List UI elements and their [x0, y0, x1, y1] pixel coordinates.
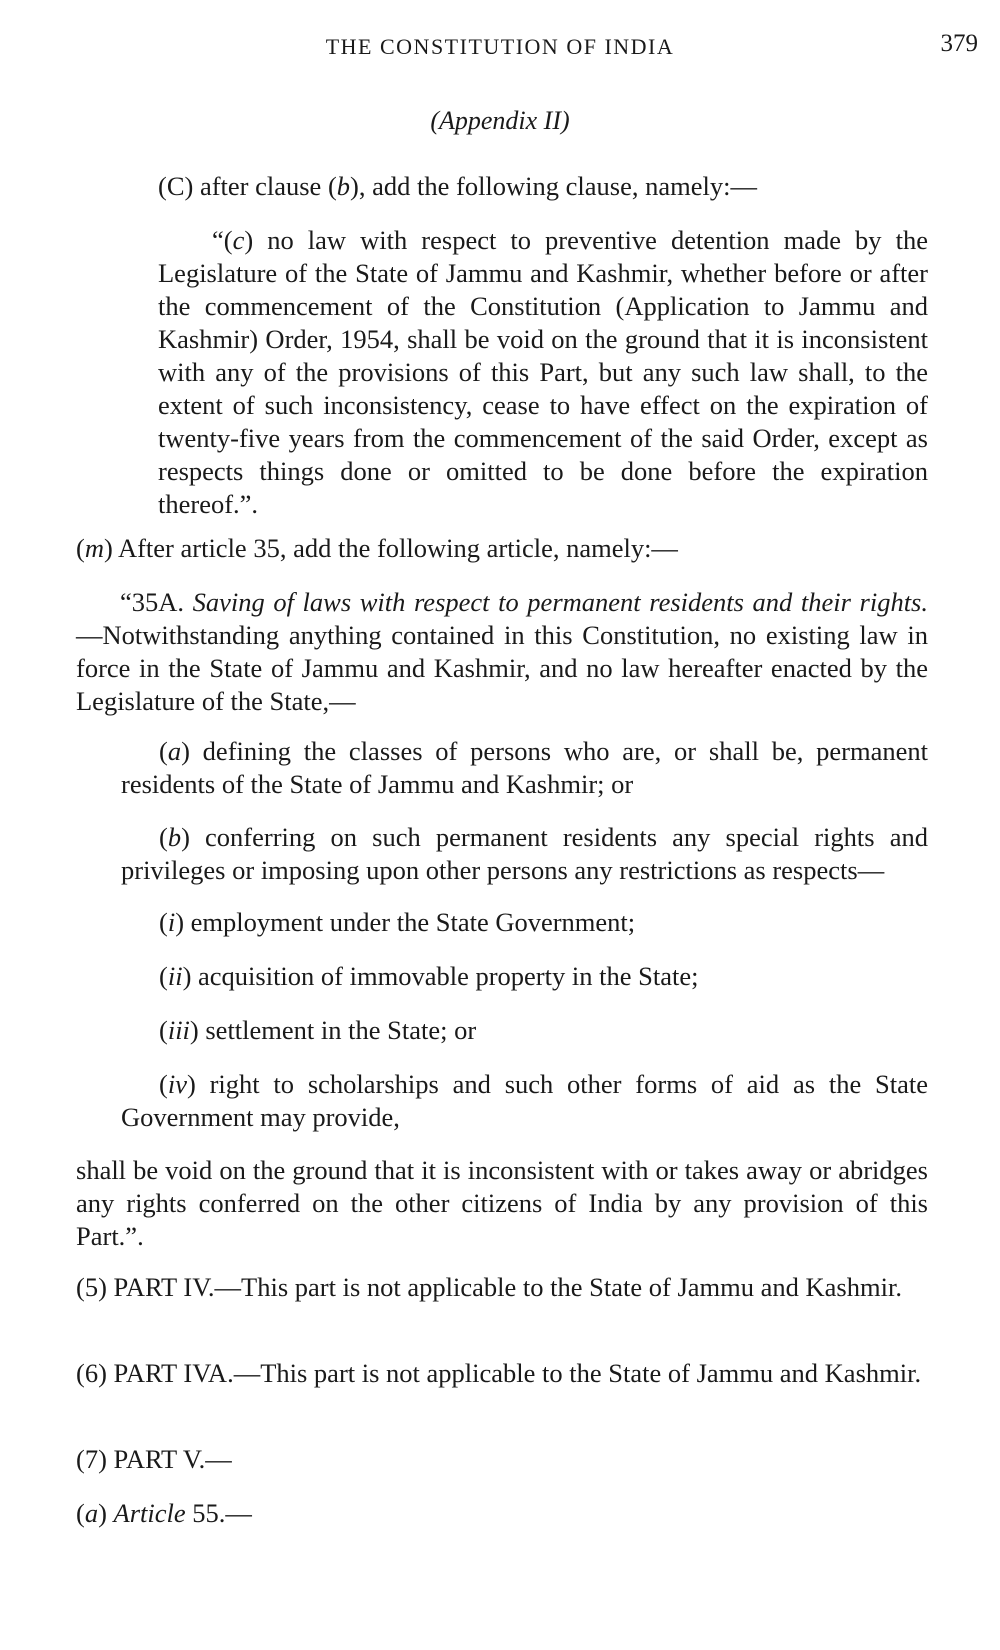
clause-C-paragraph: (C) after clause (b), add the following clause, namely:— — [158, 171, 757, 201]
clause-m-paragraph: (m) After article 35, add the following article, namely:— — [76, 533, 678, 563]
list-item-ii: (ii) acquisition of immovable property in the State; — [159, 961, 699, 991]
part-V-heading: (7) PART V.— — [76, 1444, 232, 1474]
page-number: 379 — [940, 30, 978, 57]
list-item-i: (i) employment under the State Government; — [159, 907, 636, 937]
running-header-title: THE CONSTITUTION OF INDIA — [325, 34, 675, 59]
appendix-label: (Appendix II) — [430, 106, 570, 135]
sub-clause-b: (b) conferring on such permanent residents any special rights and privileges or imposing upon other persons any restrictions as respects— — [121, 822, 928, 885]
list-item-iv: (iv) right to scholarships and such other forms of aid as the State Government may provide, — [121, 1069, 928, 1132]
sub-clause-a: (a) defining the classes of persons who are, or shall be, permanent residents of the State of Jammu and Kashmir; or — [121, 736, 928, 799]
list-item-iii: (iii) settlement in the State; or — [159, 1015, 477, 1045]
clause-c-quote-paragraph: “(c) no law with respect to preventive detention made by the Legislature of the State of Jammu and Kashmir, whether before or after the commencement of the Constitution (Application to Jammu and Kashmir) Order, 1954, shall be void on the ground that it is inconsistent with any of the provisions of this Part, but any such law shall, to the extent of such inconsistency, cease to have effect on the expiration of twenty-five years from the commencement of the said Order, except as respects things done or omitted to be done before the expiration thereof.”. — [158, 225, 928, 519]
article-35A-paragraph: “35A. Saving of laws with respect to permanent residents and their rights.—Notwithstanding anything contained in this Constitution, no existing law in force in the State of Jammu and Kashmir, and no law hereafter enacted by the Legislature of the State,— — [76, 587, 928, 716]
article-55-heading: (a) Article 55.— — [76, 1498, 252, 1528]
article-heading: Saving of laws with respect to permanent residents and their rights. — [192, 587, 928, 617]
part-IVA-paragraph: (6) PART IVA.—This part is not applicable to the State of Jammu and Kashmir. — [76, 1358, 922, 1388]
closing-paragraph: shall be void on the ground that it is inconsistent with or takes away or abridges any rights conferred on the other citizens of India by any provision of this Part.”. — [76, 1155, 928, 1251]
article-number: “35A. — [120, 587, 185, 617]
part-IV-paragraph: (5) PART IV.—This part is not applicable to the State of Jammu and Kashmir. — [76, 1272, 902, 1302]
